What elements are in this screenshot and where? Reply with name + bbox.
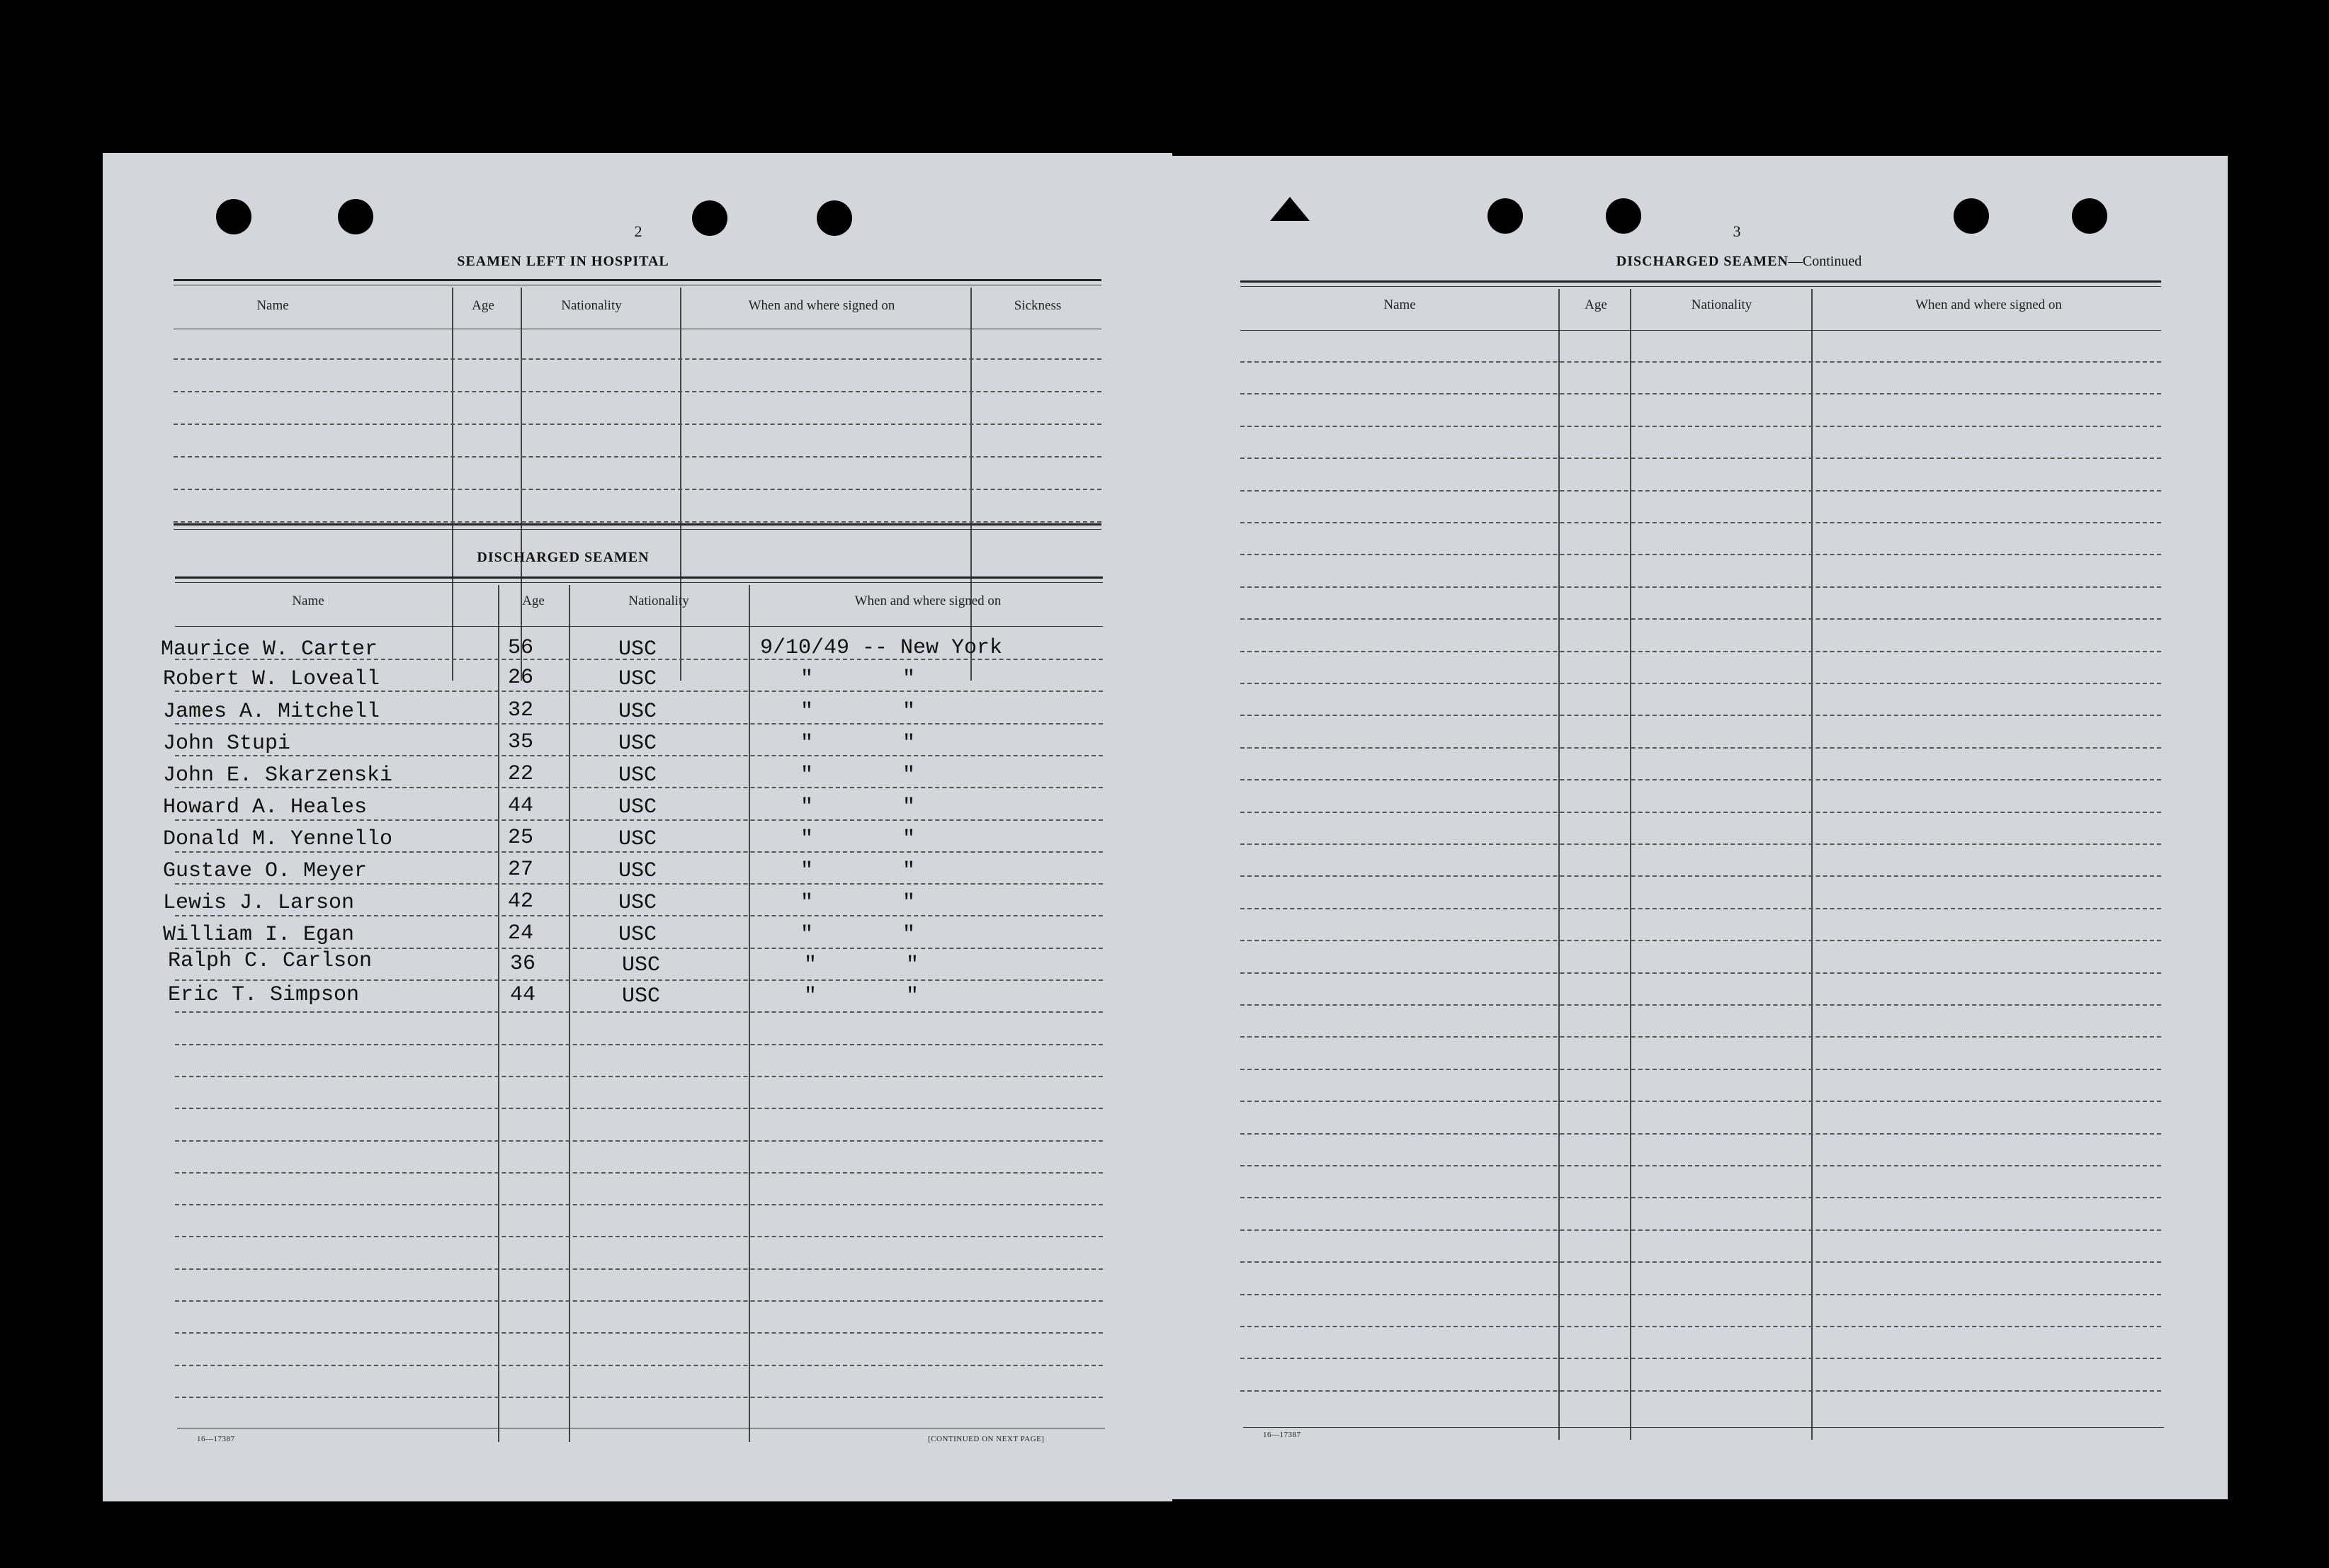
row-line — [1240, 1229, 2161, 1231]
seaman-age: 44 — [510, 983, 536, 1007]
row-line — [175, 1204, 1103, 1205]
row-line — [1240, 908, 2161, 909]
row-line — [175, 1011, 1103, 1013]
seaman-signed-on: " " — [804, 953, 919, 977]
row-line — [1240, 972, 2161, 974]
seaman-signed-on: " " — [800, 667, 916, 691]
row-line — [1240, 683, 2161, 684]
row-line — [174, 391, 1101, 392]
row-line — [175, 1236, 1103, 1237]
continued-note: [CONTINUED ON NEXT PAGE] — [928, 1435, 1045, 1443]
page-number: 3 — [1733, 222, 1741, 240]
seaman-age: 56 — [508, 636, 534, 660]
header-underline — [1240, 330, 2161, 331]
seaman-name: Maurice W. Carter — [161, 637, 378, 661]
row-line — [174, 489, 1101, 490]
column-divider — [749, 585, 750, 1442]
seaman-nationality: USC — [618, 667, 657, 691]
seaman-name: William I. Egan — [163, 923, 355, 947]
hospital-col-nationality: Nationality — [561, 298, 622, 313]
seaman-name: Lewis J. Larson — [163, 891, 355, 915]
row-line — [174, 456, 1101, 458]
row-line — [1240, 779, 2161, 780]
row-line — [1240, 1101, 2161, 1102]
column-divider — [1630, 289, 1631, 1440]
form-number: 16—17387 — [1263, 1431, 1301, 1439]
divider — [1240, 280, 2161, 283]
column-divider — [452, 288, 453, 681]
row-line — [1240, 426, 2161, 427]
divider — [1243, 1427, 2164, 1428]
form-number: 16—17387 — [197, 1435, 235, 1443]
seaman-age: 44 — [508, 794, 534, 818]
seaman-name: Howard A. Heales — [163, 795, 368, 819]
punch-hole-icon — [338, 199, 373, 234]
row-line — [175, 1108, 1103, 1109]
left-page — [103, 153, 1172, 1501]
row-line — [1240, 1294, 2161, 1295]
seaman-signed-on: " " — [800, 923, 916, 947]
hospital-col-sickness: Sickness — [1014, 298, 1062, 313]
continued-col-signed-on: When and where signed on — [1915, 297, 2062, 312]
punch-hole-icon — [216, 199, 251, 234]
row-line — [1240, 843, 2161, 845]
seaman-name: John E. Skarzenski — [163, 763, 393, 788]
punch-hole-icon — [2072, 198, 2107, 234]
discharged-col-nationality: Nationality — [628, 593, 689, 608]
row-line — [1240, 1261, 2161, 1263]
punch-hole-icon — [692, 200, 727, 236]
seaman-nationality: USC — [618, 763, 657, 788]
right-page — [1172, 156, 2228, 1499]
page-number: 2 — [634, 222, 642, 240]
row-line — [174, 521, 1101, 523]
seaman-age: 27 — [508, 858, 534, 882]
divider — [175, 576, 1103, 579]
row-line — [1240, 1326, 2161, 1327]
row-line — [175, 1365, 1103, 1366]
row-line — [1240, 586, 2161, 588]
seaman-nationality: USC — [618, 859, 657, 883]
row-line — [175, 915, 1103, 916]
punch-hole-icon — [1954, 198, 1989, 234]
punch-hole-icon — [1606, 198, 1641, 234]
row-line — [1240, 1004, 2161, 1006]
discharged-section-title: DISCHARGED SEAMEN — [477, 550, 650, 565]
seaman-age: 26 — [508, 666, 534, 690]
column-divider — [521, 288, 522, 681]
divider — [175, 582, 1103, 583]
column-divider — [569, 585, 570, 1442]
divider — [1240, 286, 2161, 287]
seaman-signed-on: " " — [800, 859, 916, 883]
discharged-continued-title — [1410, 254, 2068, 270]
hospital-col-name: Name — [256, 298, 289, 313]
column-divider — [1558, 289, 1560, 1440]
row-line — [175, 1044, 1103, 1045]
row-line — [175, 1332, 1103, 1334]
seaman-name: Robert W. Loveall — [163, 667, 380, 691]
seaman-name: Eric T. Simpson — [168, 983, 360, 1007]
row-line — [1240, 875, 2161, 877]
seaman-nationality: USC — [618, 891, 657, 915]
row-line — [1240, 1069, 2161, 1070]
discharged-col-signed-on: When and where signed on — [854, 593, 1002, 608]
discharged-col-age: Age — [522, 593, 545, 608]
seaman-signed-on: " " — [800, 732, 916, 756]
seaman-nationality: USC — [618, 637, 657, 661]
row-line — [1240, 651, 2161, 652]
section-title: DISCHARGED SEAMEN — [1616, 254, 1789, 269]
row-line — [1240, 458, 2161, 459]
column-divider — [498, 585, 499, 1442]
seaman-signed-on: " " — [800, 827, 916, 851]
hospital-col-signed-on: When and where signed on — [748, 298, 895, 313]
row-line — [174, 424, 1101, 425]
row-line — [175, 1268, 1103, 1270]
row-line — [1240, 1197, 2161, 1198]
row-line — [1240, 812, 2161, 813]
seaman-nationality: USC — [618, 827, 657, 851]
row-line — [175, 979, 1103, 981]
seaman-nationality: USC — [618, 732, 657, 756]
seaman-signed-on: 9/10/49 -- New York — [760, 636, 1003, 660]
row-line — [1240, 715, 2161, 716]
divider — [174, 279, 1101, 281]
seaman-age: 42 — [508, 890, 534, 914]
seaman-nationality: USC — [618, 795, 657, 819]
row-line — [175, 1300, 1103, 1302]
seaman-signed-on: " " — [800, 700, 916, 724]
seaman-nationality: USC — [622, 984, 661, 1009]
row-line — [175, 851, 1103, 853]
continued-col-name: Name — [1383, 297, 1416, 312]
seaman-age: 36 — [510, 952, 536, 976]
punch-hole-icon — [817, 200, 852, 236]
punch-hole-icon — [1488, 198, 1523, 234]
row-line — [1240, 1133, 2161, 1135]
column-divider — [680, 288, 681, 681]
row-line — [175, 1076, 1103, 1077]
continued-col-age: Age — [1585, 297, 1607, 312]
seaman-nationality: USC — [618, 700, 657, 724]
divider — [174, 523, 1101, 525]
seaman-signed-on: " " — [804, 984, 919, 1009]
row-line — [1240, 1390, 2161, 1392]
row-line — [1240, 1165, 2161, 1166]
row-line — [1240, 490, 2161, 492]
discharged-col-name: Name — [292, 593, 324, 608]
seaman-name: John Stupi — [163, 732, 291, 756]
row-line — [1240, 940, 2161, 941]
row-line — [1240, 747, 2161, 749]
row-line — [1240, 554, 2161, 555]
hospital-col-age: Age — [472, 298, 494, 313]
row-line — [1240, 522, 2161, 523]
seaman-nationality: USC — [622, 953, 661, 977]
row-line — [1240, 361, 2161, 363]
hospital-section-title: SEAMEN LEFT IN HOSPITAL — [457, 254, 669, 269]
row-line — [1240, 393, 2161, 394]
row-line — [1240, 1036, 2161, 1038]
seaman-name: Ralph C. Carlson — [168, 949, 373, 973]
continued-label: —Continued — [1788, 254, 1862, 269]
column-divider — [970, 288, 972, 681]
seaman-nationality: USC — [618, 923, 657, 947]
seaman-name: Donald M. Yennello — [163, 827, 393, 851]
seaman-age: 24 — [508, 921, 534, 945]
row-line — [175, 883, 1103, 885]
row-line — [175, 1397, 1103, 1398]
seaman-name: James A. Mitchell — [163, 700, 380, 724]
row-line — [1240, 618, 2161, 620]
seaman-age: 35 — [508, 730, 534, 754]
row-line — [175, 1140, 1103, 1142]
seaman-age: 22 — [508, 762, 534, 786]
seaman-name: Gustave O. Meyer — [163, 859, 368, 883]
seaman-signed-on: " " — [800, 891, 916, 915]
punch-notch-icon — [1270, 197, 1310, 221]
seaman-age: 32 — [508, 698, 534, 722]
column-divider — [1811, 289, 1813, 1440]
seaman-age: 25 — [508, 826, 534, 850]
header-underline — [175, 626, 1103, 627]
row-line — [174, 358, 1101, 360]
seaman-signed-on: " " — [800, 763, 916, 788]
divider — [174, 529, 1101, 530]
seaman-signed-on: " " — [800, 795, 916, 819]
continued-col-nationality: Nationality — [1691, 297, 1752, 312]
row-line — [175, 1172, 1103, 1174]
row-line — [1240, 1358, 2161, 1359]
